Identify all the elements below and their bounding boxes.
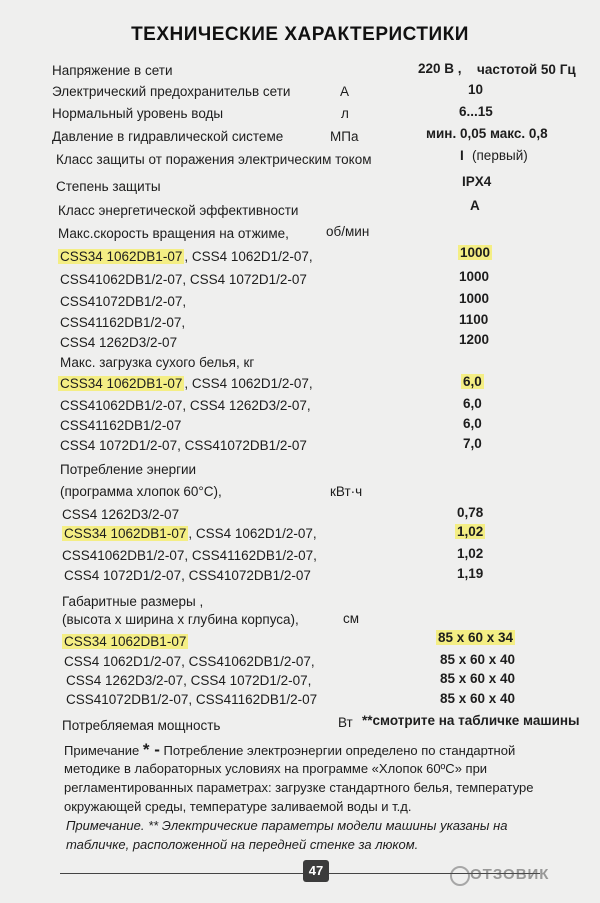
energy-row: CSS34 1062DB1-07 , CSS4 1062D1/2-07,	[64, 526, 317, 541]
protection-value: IPX4	[462, 174, 492, 189]
water-unit: л	[341, 106, 349, 121]
energy-class-label: Класс энергетической эффективности	[58, 203, 299, 218]
dims-unit: см	[343, 611, 360, 626]
energy-value: 0,78	[457, 505, 484, 520]
note-1-line-2: методике в лабораторных условиях на программе «Хлопок 60ºС» при	[64, 761, 488, 776]
load-value: 7,0	[463, 436, 482, 451]
page-number: 47	[303, 860, 329, 882]
watermark-logo-icon	[450, 866, 470, 886]
voltage-frequency: частотой 50 Гц	[477, 62, 576, 77]
shock-class-value: I	[460, 148, 464, 163]
fuse-label: Электрический предохранительв сети	[52, 84, 291, 99]
pressure-label: Давление в гидравлической системе	[52, 129, 284, 144]
dims-row: CSS4 1262D3/2-07, CSS4 1072D1/2-07,	[66, 673, 312, 688]
power-unit: Вт	[338, 715, 353, 730]
spin-row: CSS41162DB1/2-07,	[60, 315, 186, 330]
spin-value: 1200	[459, 332, 490, 347]
voltage-value: 220 В ,	[418, 61, 462, 76]
spin-unit: об/мин	[326, 224, 370, 239]
spin-row: CSS34 1062DB1-07 , CSS4 1062D1/2-07,	[60, 249, 313, 264]
load-row: CSS41062DB1/2-07, CSS4 1262D3/2-07,	[60, 398, 311, 413]
note-2-line-1: Примечание. ** Электрические параметры модели машины указаны на	[66, 818, 508, 833]
load-value: 6,0	[463, 396, 482, 411]
load-row: CSS41162DB1/2-07	[60, 418, 182, 433]
energy-row: CSS4 1262D3/2-07	[62, 507, 180, 522]
dims-label-2: (высота х ширина х глубина корпуса),	[62, 612, 299, 627]
highlighted-model: CSS34 1062DB1-07	[64, 526, 187, 541]
water-value: 6...15	[459, 104, 493, 119]
energy-value: 1,19	[457, 566, 484, 581]
fuse-unit: А	[340, 84, 350, 99]
spin-row: CSS41062DB1/2-07, CSS4 1072D1/2-07	[60, 272, 307, 287]
energy-value: 1,02	[457, 524, 484, 539]
pressure-value: мин. 0,05 макс. 0,8	[426, 126, 548, 141]
dims-label: Габаритные размеры ,	[62, 594, 204, 609]
highlighted-model: CSS34 1062DB1-07	[60, 376, 183, 391]
note-1-line-4: окружающей среды, температуре заливаемой воды и т.д.	[64, 799, 412, 814]
spin-value: 1100	[459, 312, 489, 327]
load-value: 6,0	[463, 374, 482, 389]
note-1-line-1: Примечание * - Потребление электроэнергии определено по стандартной	[64, 740, 516, 759]
dims-value: 85 x 60 x 40	[440, 652, 516, 667]
energy-row: CSS4 1072D1/2-07, CSS41072DB1/2-07	[64, 568, 311, 583]
note-1-line-3: регламентированных параметрах: загрузке стандартного белья, температуре	[64, 780, 534, 795]
load-row: CSS4 1072D1/2-07, CSS41072DB1/2-07	[60, 438, 307, 453]
energy-label: Потребление энергии	[60, 462, 197, 477]
spin-row: CSS4 1262D3/2-07	[60, 335, 178, 350]
power-label: Потребляемая мощность	[62, 718, 221, 733]
note-2-line-2: табличке, расположенной на передней стенке за люком.	[66, 837, 419, 852]
shock-class-label: Класс защиты от поражения электрическим током	[56, 152, 372, 167]
protection-label: Степень защиты	[56, 179, 161, 194]
energy-value: 1,02	[457, 546, 484, 561]
dims-row	[62, 634, 188, 649]
energy-row: CSS41062DB1/2-07, CSS41162DB1/2-07,	[62, 548, 317, 563]
dims-value: 85 x 60 x 40	[440, 671, 516, 686]
fuse-value: 10	[468, 82, 484, 97]
energy-unit: кВт·ч	[330, 484, 363, 499]
dims-value: 85 x 60 x 40	[440, 691, 516, 706]
power-value: **смотрите на табличке машины	[362, 713, 580, 728]
load-label: Макс. загрузка сухого белья, кг	[60, 355, 255, 370]
dims-value: 85 x 60 x 34	[438, 630, 514, 645]
spin-value: 1000	[460, 245, 491, 260]
spin-row: CSS41072DB1/2-07,	[60, 294, 187, 309]
page-title: ТЕХНИЧЕСКИЕ ХАРАКТЕРИСТИКИ	[131, 24, 469, 45]
water-label: Нормальный уровень воды	[52, 106, 224, 121]
watermark-text: ОТЗОВИК	[470, 866, 550, 883]
spin-label: Макс.скорость вращения на отжиме,	[58, 226, 289, 241]
pressure-unit: МПа	[330, 129, 359, 144]
load-row: CSS34 1062DB1-07 , CSS4 1062D1/2-07,	[60, 376, 313, 391]
energy-class-value: А	[470, 198, 480, 213]
load-value: 6,0	[463, 416, 482, 431]
dims-row: CSS41072DB1/2-07, CSS41162DB1/2-07	[66, 692, 318, 707]
energy-label-2: (программа хлопок 60°C),	[60, 484, 222, 499]
highlighted-model: CSS34 1062DB1-07	[64, 634, 187, 649]
spin-value: 1000	[459, 291, 490, 306]
highlighted-model: CSS34 1062DB1-07	[60, 249, 183, 264]
dims-row: CSS4 1062D1/2-07, CSS41062DB1/2-07,	[64, 654, 315, 669]
voltage-label: Напряжение в сети	[52, 63, 173, 78]
spin-value: 1000	[459, 269, 490, 284]
shock-class-note: (первый)	[472, 148, 528, 163]
